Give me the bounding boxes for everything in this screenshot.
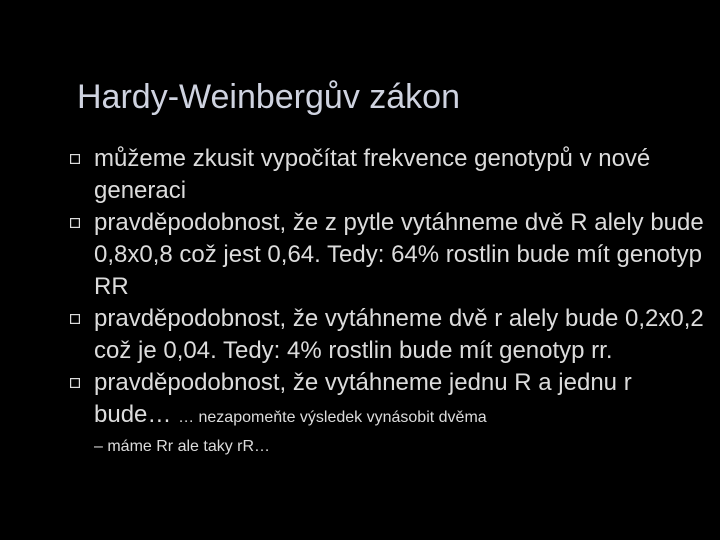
square-bullet-icon [70, 314, 80, 324]
bullet-text: pravděpodobnost, že vytáhneme jednu R a jednu r bude… [94, 369, 632, 428]
bullet-item [66, 303, 706, 367]
slide-title: Hardy-Weinbergův zákon [77, 78, 460, 116]
bullet-list [66, 143, 706, 460]
bullet-item [66, 143, 706, 207]
square-bullet-icon [70, 218, 80, 228]
bullet-note: … nezapomeňte výsledek vynásobit dvěma [178, 409, 487, 426]
bullet-item [66, 367, 706, 460]
square-bullet-icon [70, 154, 80, 164]
bullet-note-continued: – máme Rr ale taky rR… [94, 438, 271, 455]
bullet-text: pravděpodobnost, že vytáhneme dvě r alely bude 0,2x0,2 což je 0,04. Tedy: 4% rostlin bude mít genotyp rr. [94, 305, 704, 364]
bullet-text: můžeme zkusit vypočítat frekvence genotypů v nové generaci [94, 145, 651, 204]
square-bullet-icon [70, 378, 80, 388]
bullet-item [66, 207, 706, 303]
bullet-text: pravděpodobnost, že z pytle vytáhneme dvě R alely bude 0,8x0,8 což jest 0,64. Tedy: 64% rostlin bude mít genotyp RR [94, 209, 704, 300]
